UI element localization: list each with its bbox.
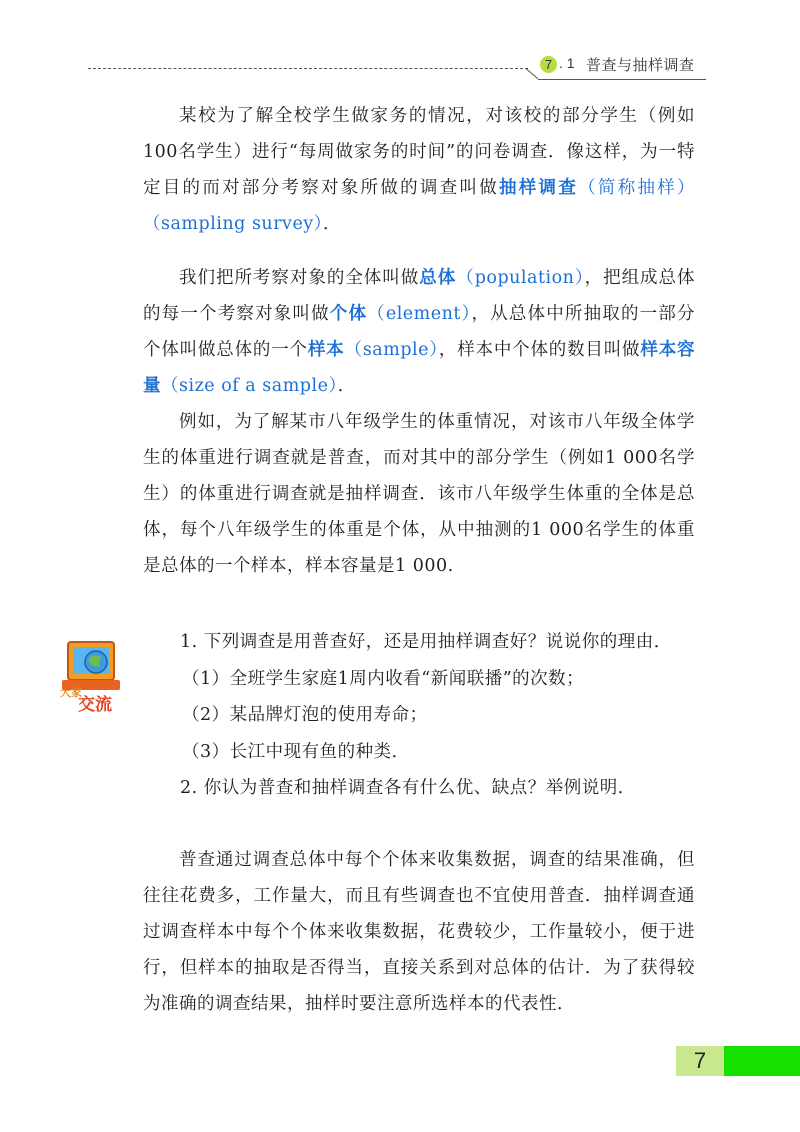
header-rule-corner bbox=[525, 68, 538, 79]
page-number-bar bbox=[724, 1046, 800, 1076]
question-1: 1. 下列调查是用普查好，还是用抽样调查好？说说你的理由． bbox=[180, 632, 672, 652]
term-sampling-survey-english: （简称抽样）（sampling survey） bbox=[143, 178, 696, 234]
term-sampling-survey: 抽样调查 bbox=[499, 178, 579, 198]
term-element-english: （element） bbox=[367, 304, 472, 324]
chapter-number-badge: 7 bbox=[540, 56, 557, 73]
paragraph-population-definitions bbox=[143, 260, 695, 404]
paragraph-text: 我们把所考察对象的全体叫做 bbox=[179, 268, 420, 288]
paragraph-end: ． bbox=[337, 376, 356, 396]
paragraph-text: 某校为了解全校学生做家务的情况，对该校的部分学生（例如100名学生）进行“每周做家务的时间”的问卷调查．像这样，为一特定目的而对部分考察对象所做的调查叫做 bbox=[143, 106, 695, 198]
question-1-item-2: （2）某品牌灯泡的使用寿命； bbox=[182, 705, 428, 725]
paragraph-example: 例如，为了解某市八年级学生的体重情况，对该市八年级全体学生的体重进行调查就是普查，而对其中的部分学生（例如1 000名学生）的体重进行调查就是抽样调查．该市八年级学生体重的全体是总体，每个八年级学生的体重是个体，从中抽测的1 000名学生的体重是总体的一个样本，样本容量是1 000. bbox=[143, 412, 695, 576]
paragraph-text: ，样本中个体的数目叫做 bbox=[438, 340, 641, 360]
page-number: 7 bbox=[676, 1046, 724, 1076]
header-underline bbox=[538, 79, 706, 80]
term-population: 总体 bbox=[419, 268, 457, 288]
paragraph-text: ，把组成总体的每一个考察对象叫做 bbox=[143, 268, 696, 324]
section-number: . 1 bbox=[559, 55, 575, 71]
paragraph-text: ，从总体中所抽取的一部分个体叫做总体的一个 bbox=[143, 304, 695, 360]
exchange-icon bbox=[58, 636, 126, 716]
question-2: 2. 你认为普查和抽样调查各有什么优、缺点？举例说明． bbox=[180, 778, 636, 798]
header-dashed-rule bbox=[88, 68, 528, 69]
question-1-item-3: （3）长江中现有鱼的种类． bbox=[182, 741, 410, 762]
paragraph-end: ． bbox=[322, 214, 341, 234]
section-title: 普查与抽样调查 bbox=[586, 56, 695, 74]
paragraph-comparison: 普查通过调查总体中每个个体来收集数据，调查的结果准确，但往往花费多，工作量大，而且有些调查也不宜使用普查．抽样调查通过调查样本中每个个体来收集数据，花费较少，工作量较小，便于进行，但样本的抽取是否得当，直接关系到对总体的估计．为了获得较为准确的调查结果，抽样时要注意所选样本的代表性． bbox=[143, 850, 695, 1014]
term-element: 个体 bbox=[329, 304, 368, 324]
question-1-item-1: （1）全班学生家庭1周内收看“新闻联播”的次数； bbox=[182, 668, 585, 689]
term-sample: 样本 bbox=[307, 340, 345, 360]
term-sample-size: 样本容量 bbox=[143, 340, 696, 396]
term-sample-size-english: （size of a sample） bbox=[161, 376, 338, 396]
paragraph-sampling-definition bbox=[143, 98, 695, 242]
term-population-english: （population） bbox=[456, 268, 585, 288]
term-sample-english: （sample） bbox=[344, 340, 439, 360]
exchange-questions bbox=[180, 624, 700, 807]
exchange-icon-small-label: 大家 bbox=[60, 686, 82, 699]
exchange-icon-label: 交流 bbox=[78, 695, 112, 715]
